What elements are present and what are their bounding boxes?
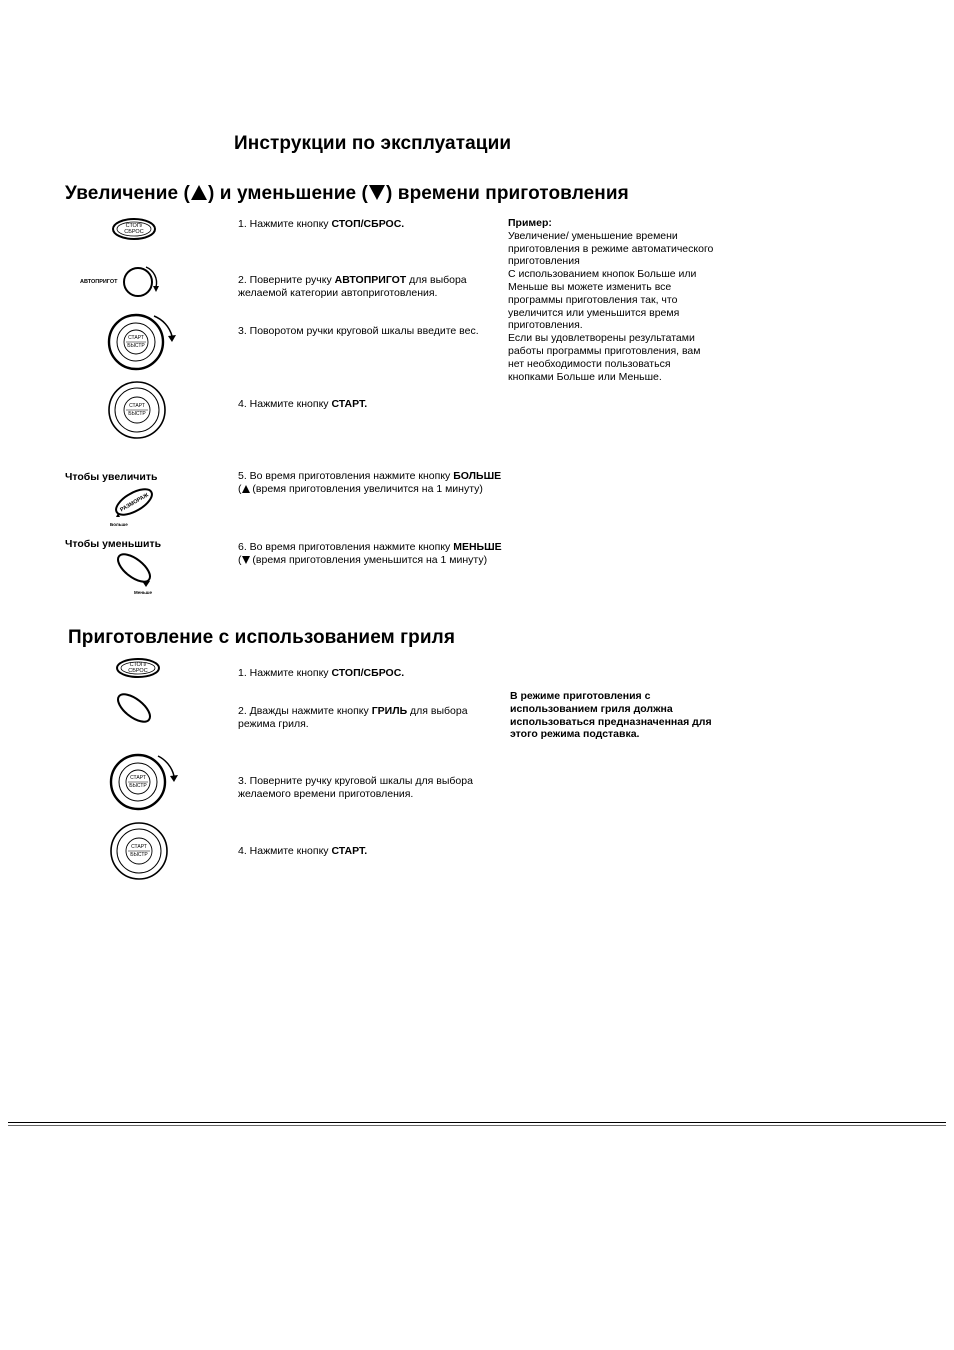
- step-text: 4. Нажмите кнопку: [238, 845, 332, 857]
- start-dial-icon: [104, 378, 170, 442]
- auto-cook-knob-icon: [118, 262, 164, 302]
- section2-step-4: [238, 845, 506, 858]
- section1-title: [65, 183, 629, 205]
- step-text: 1. Нажмите кнопку: [238, 218, 332, 230]
- step-bold: СТАРТ.: [331, 398, 368, 410]
- section1-step-3: [238, 325, 506, 338]
- section2-step-3: [238, 775, 506, 801]
- more-caption: Больше: [110, 522, 128, 527]
- step-text: 1. Нажмите кнопку: [238, 667, 332, 679]
- note-line: Если вы удовлетворены результатами: [508, 332, 695, 345]
- stop-button-text-line1: СТОП/: [125, 223, 143, 229]
- step-text-post: (время приготовления уменьшится на 1 минуту): [249, 554, 488, 566]
- grill-button-icon: [112, 688, 158, 728]
- step-bold: АВТОПРИГОТ: [334, 274, 407, 286]
- step-bold: СТОП/СБРОС.: [331, 218, 405, 230]
- dial-text-line1: СТАРТ: [128, 335, 144, 341]
- grill-start-text-line1: СТАРТ: [131, 844, 147, 850]
- note-line: приготовления.: [508, 319, 583, 332]
- more-button-text: РАЗМОРАЖ: [119, 492, 150, 514]
- less-caption: Меньше: [134, 590, 152, 595]
- step-text: 3. Поверните ручку круговой шкалы для выбора желаемого времени приготовления.: [238, 775, 473, 800]
- note-title: Пример:: [508, 217, 552, 229]
- grill-stop-text-line1: СТОП/: [129, 662, 147, 668]
- step-text: 3. Поворотом ручки круговой шкалы введите вес.: [238, 325, 479, 337]
- note-line: Увеличение/ уменьшение времени: [508, 229, 678, 242]
- step-text-post: для выбора желаемой категории автоприготовления.: [238, 274, 467, 299]
- section2-title: Приготовление с использованием гриля: [68, 627, 456, 648]
- note-line: нет необходимости пользоваться: [508, 357, 671, 370]
- increase-label: Чтобы увеличить: [65, 471, 158, 483]
- section1-title-part2: ) и уменьшение (: [207, 183, 368, 204]
- grill-dial-text-line1: СТАРТ: [130, 775, 146, 781]
- section2-step-2: [238, 705, 506, 731]
- stop-button-text-line2: СБРОС: [124, 229, 144, 235]
- note-line: использоваться предназначенная для: [510, 715, 712, 728]
- step-text: 2. Дважды нажмите кнопку: [238, 705, 372, 717]
- note-line: использованием гриля должна: [510, 702, 673, 715]
- start-dial-text-line1: СТАРТ: [129, 403, 145, 409]
- document-title: Инструкции по эксплуатации: [234, 133, 512, 154]
- note-line: работы программы приготовления, вам: [508, 344, 701, 357]
- grill-dial-rotate-icon: [106, 750, 182, 814]
- section1-example-note: [508, 217, 740, 383]
- more-button-icon: [104, 484, 160, 530]
- note-line: этого режима подставка.: [510, 728, 640, 741]
- grill-start-dial-icon: [106, 820, 172, 884]
- step-bold: СТАРТ.: [331, 845, 368, 857]
- footer-divider: [8, 1122, 946, 1123]
- up-arrow-icon: [242, 485, 250, 493]
- decrease-label: Чтобы уменьшить: [65, 538, 162, 550]
- step-text: 4. Нажмите кнопку: [238, 398, 332, 410]
- section2-grill-note: [510, 690, 746, 741]
- section1-step-4: [238, 398, 506, 411]
- down-triangle-icon: [369, 185, 385, 200]
- note-line: приготовления: [508, 255, 580, 268]
- auto-cook-knob-label: АВТОПРИГОТ: [80, 279, 118, 285]
- dial-knob-rotate-icon: [104, 308, 180, 374]
- grill-start-text-line2: БЫСТР: [130, 852, 148, 858]
- section1-title-part1: Увеличение (: [65, 183, 190, 204]
- grill-stop-text-line2: СБРОС: [128, 668, 148, 674]
- step-text-post: (время приготовления увеличится на 1 минуту): [249, 483, 483, 495]
- step-text: 2. Поверните ручку: [238, 274, 335, 286]
- section1-step-5: 5. Во время приготовления нажмите кнопку БОЛЬШЕ ( (время приготовления увеличится на 1 минуту): [238, 470, 502, 495]
- step-bold: ГРИЛЬ: [371, 705, 408, 717]
- note-line: увеличится или уменьшится время: [508, 306, 680, 319]
- step-bold: БОЛЬШЕ: [453, 470, 502, 482]
- grill-stop-reset-button-icon: [114, 656, 162, 680]
- step-bold: СТОП/СБРОС.: [331, 667, 405, 679]
- section1-title-part3: ) времени приготовления: [385, 183, 629, 204]
- note-line: Меньше вы можете изменить все: [508, 280, 672, 293]
- step-text: 5. Во время приготовления нажмите кнопку: [238, 470, 454, 482]
- footer-divider-shadow: [8, 1125, 946, 1126]
- down-arrow-icon: [242, 556, 250, 564]
- section2-step-1: [238, 667, 506, 680]
- grill-dial-text-line2: БЫСТР: [129, 783, 147, 789]
- note-line: кнопками Больше или Меньше.: [508, 370, 662, 383]
- step-text-post: для выбора режима гриля.: [238, 705, 468, 730]
- note-line: приготовления в режиме автоматического: [508, 242, 714, 255]
- step-text: 6. Во время приготовления нажмите кнопку: [238, 541, 454, 553]
- note-line: программы приготовления так, что: [508, 293, 678, 306]
- stop-reset-button-icon: [110, 216, 158, 242]
- dial-text-line2: БЫСТР: [127, 343, 145, 349]
- up-triangle-icon: [191, 185, 207, 200]
- less-button-icon: [110, 550, 166, 596]
- start-dial-text-line2: БЫСТР: [128, 411, 146, 417]
- section1-step-6: 6. Во время приготовления нажмите кнопку МЕНЬШЕ ( (время приготовления уменьшится на 1 минуту): [238, 541, 502, 566]
- note-line: С использованием кнопок Больше или: [508, 268, 697, 281]
- note-line: В режиме приготовления с: [510, 690, 651, 702]
- section1-step-1: [238, 218, 506, 231]
- step-bold: МЕНЬШЕ: [453, 541, 502, 553]
- section1-step-2: [238, 274, 506, 300]
